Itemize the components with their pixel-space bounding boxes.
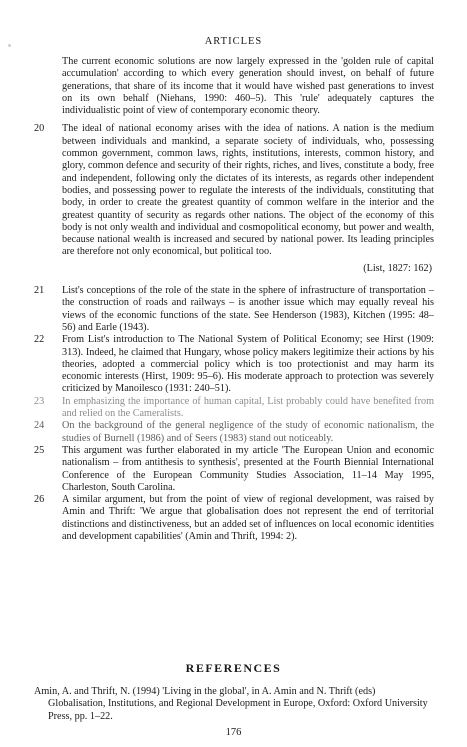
note-number: 21	[34, 285, 45, 297]
note-23	[34, 396, 434, 421]
note-21	[34, 285, 434, 334]
note-number: 24	[34, 420, 45, 432]
notes-body	[34, 56, 434, 543]
note-22	[34, 334, 434, 395]
note-number: 26	[34, 494, 45, 506]
note-25	[34, 445, 434, 494]
note-text: On the background of the general negligence of the study of economic nationalism, the studies of Burnell (1986) and of Seers (1983) stand out noticeably.	[62, 420, 434, 444]
note-text: This argument was further elaborated in my article 'The European Union and economic nationalism – from antithesis to synthesis', presented at the Fourth Biennial International Conference of the European Community Studies Association, 11–14 May 1995, Charleston, South Carolina.	[62, 444, 434, 493]
note-text: From List's introduction to The National System of Political Economy; see Hirst (1909: 313). Indeed, he claimed that Hungary, whose policy makers legitimize their actions by his theories, adopted a commercial policy which is too protectionist and may harm its economic interests (Hirst, 1909: 95–6). His moderate approach to protection was severely criticized by Manoilesco (1931: 240–51).	[62, 334, 434, 395]
reference-entry: Amin, A. and Thrift, N. (1994) 'Living in the global', in A. Amin and N. Thrift (eds) Globalisation, Institutions, and Regional Development in Europe, Oxford: Oxford University Press, pp. 1–22.	[34, 686, 428, 722]
note-number: 23	[34, 395, 45, 407]
note-24	[34, 420, 434, 445]
note-text: A similar argument, but from the point of view of regional development, was raised by Amin and Thrift: 'We argue that globalisation does not represent the end of territorial distinctions and distinctiveness, but an added set of influences on local economic identities and development capabilities' (Amin and Thrift, 1994: 2).	[62, 494, 434, 542]
reference-list	[34, 686, 434, 723]
note-number: 22	[34, 334, 45, 346]
running-head: ARTICLES	[204, 36, 263, 47]
note-20	[34, 123, 434, 258]
references-heading: REFERENCES	[185, 661, 282, 675]
note-citation: (List, 1827: 162)	[363, 262, 432, 274]
note-number: 20	[34, 123, 45, 135]
note-text: In emphasizing the importance of human capital, List probably could have benefited from and relied on the Cameralists.	[62, 395, 434, 420]
note-26	[34, 494, 434, 543]
note-number: 25	[34, 444, 45, 456]
intro-paragraph: The current economic solutions are now largely expressed in the 'golden rule of capital accumulation' according to which every generation should invest, on behalf of future generations, that share of its income that it would have wished past generations to invest on its own behalf (Niehans, 1990: 460–5). This 'rule' adequately captures the individualistic point of view of contemporary economic theory.	[62, 56, 434, 117]
page-number: 176	[225, 727, 242, 738]
note-text: The ideal of national economy arises with the idea of nations. A nation is the medium between individuals and mankind, a separate society of individuals, who, possessing common government, common laws, rights, institutions, interests, common history, and glory, common defence and security of their rights, riches, and lives, constitute a body, free and independent, following only the dictates of its interests, as regards other independent bodies, and possessing power to regulate the interests of the individuals, constituting that body, in order to create the greatest quantity of common welfare in the interior and the greatest quantity of security as regards other nations. The object of the economy of this body is not only wealth and individual and cosmopolitical economy, but power and wealth, because national wealth is increased and secured by national power. Its leading principles are therefore not only economical, but political too.	[62, 123, 434, 258]
note-text: List's conceptions of the role of the state in the sphere of infrastructure of transportation – the construction of roads and railways – is another issue which may equally reveal his views of the economic functions of the state. See Henderson (1983), Kitchen (1995: 48–56) and Earle (1943).	[62, 285, 434, 333]
